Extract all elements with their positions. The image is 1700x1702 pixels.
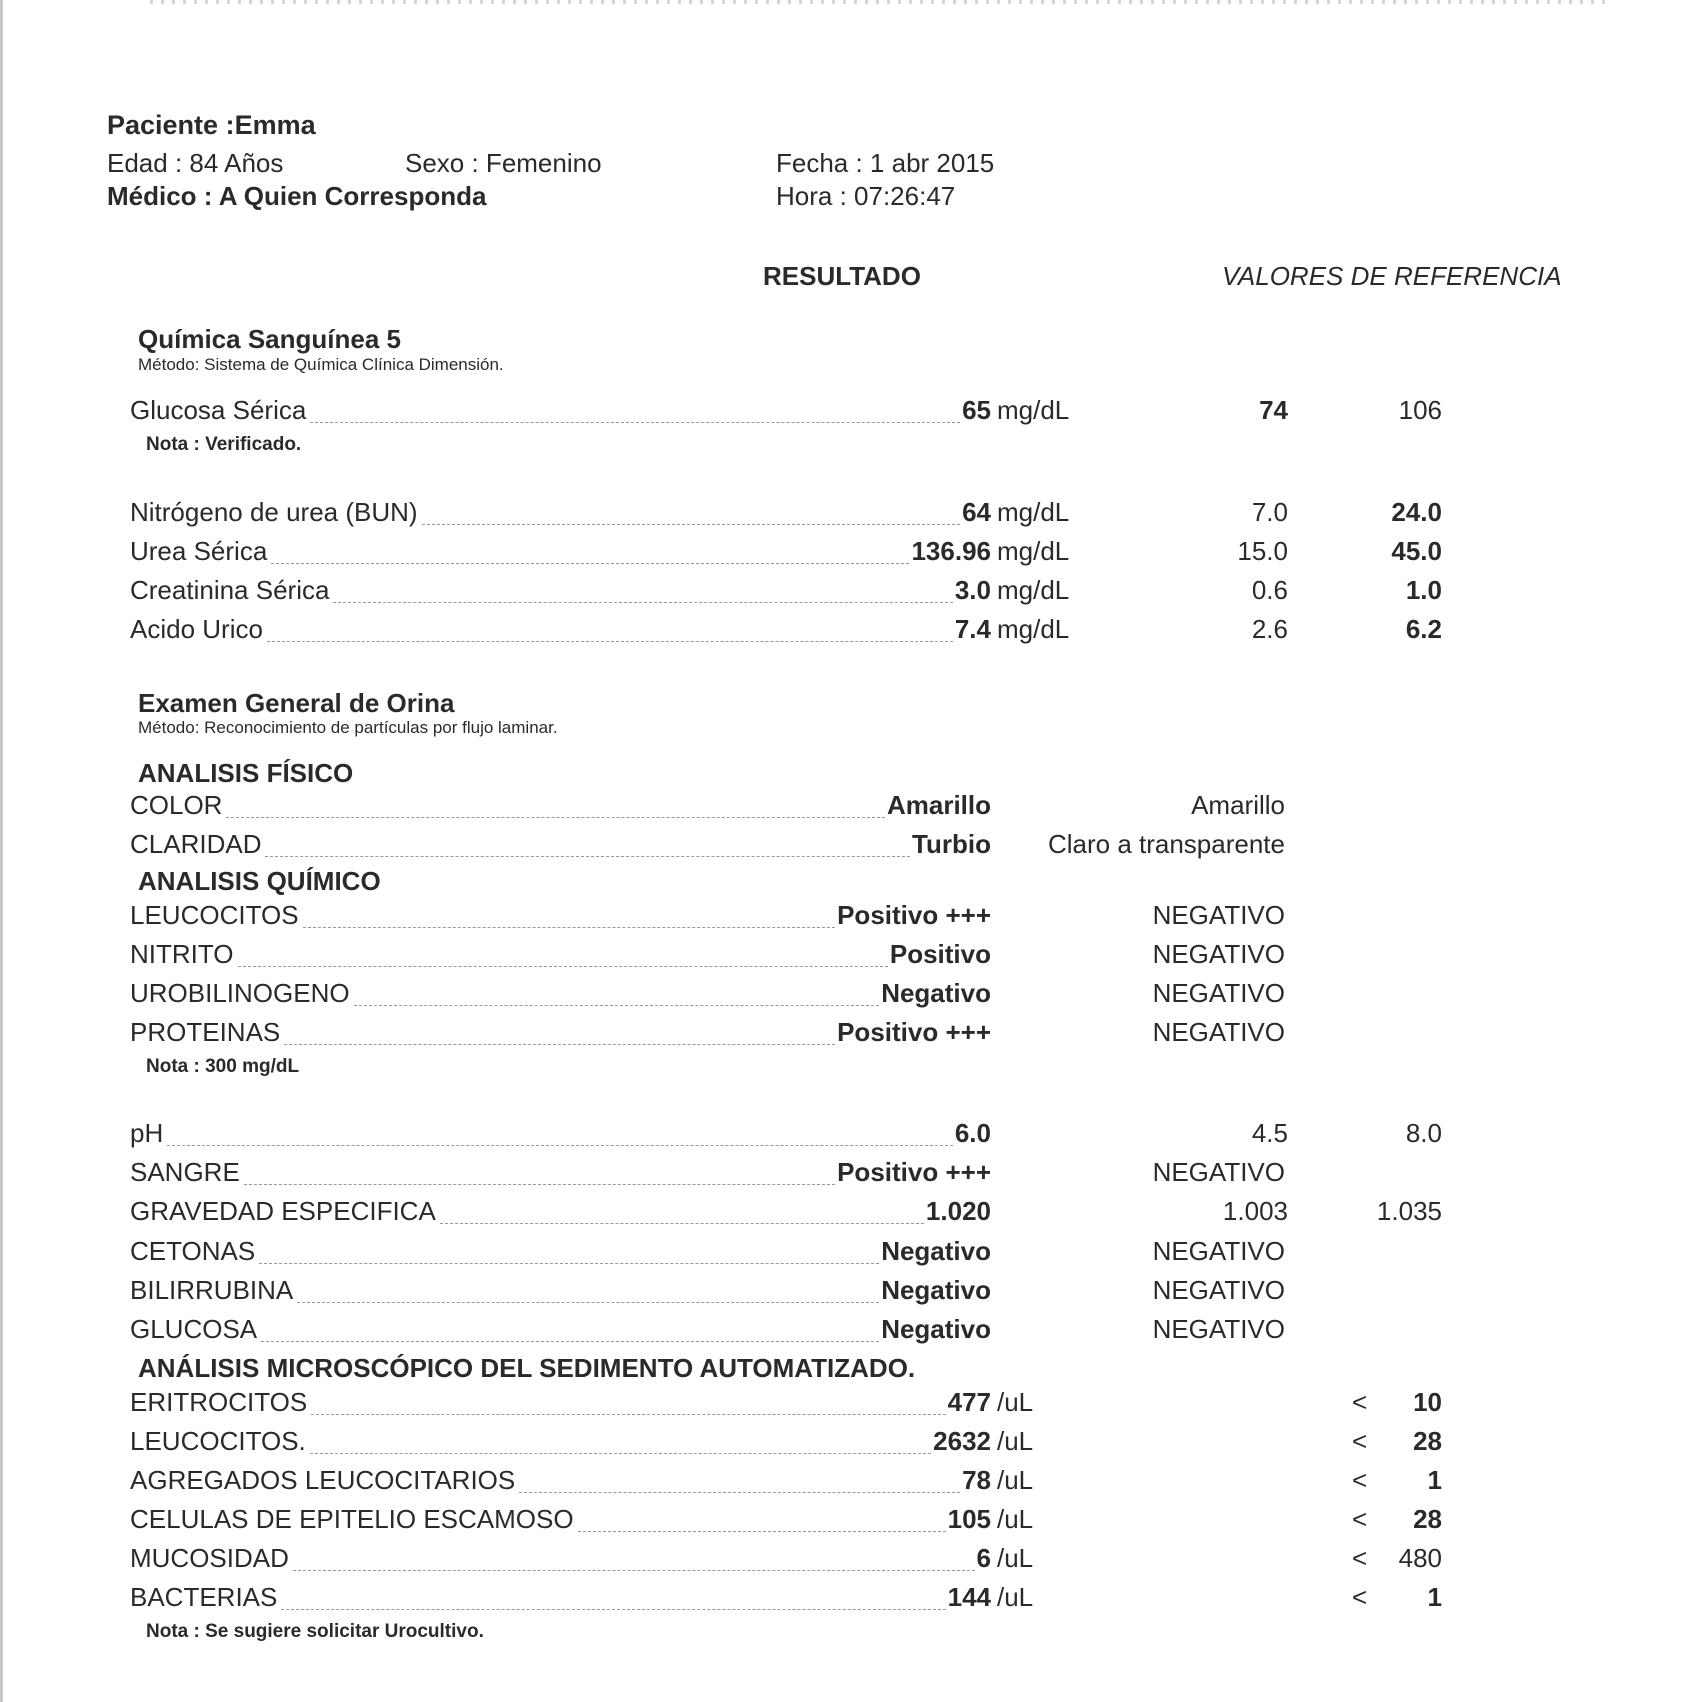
row-result-value: Negativo [881, 1275, 991, 1305]
note-protein: Nota : 300 mg/dL [146, 1056, 300, 1077]
row-label: SANGRE [130, 1157, 240, 1187]
row-label: ERITROCITOS [130, 1387, 308, 1417]
ref-high-value: 1 [1427, 1582, 1442, 1612]
row-result-value: 65 [962, 395, 991, 425]
row-result-value: 105 [947, 1504, 991, 1534]
row-leader [259, 1263, 879, 1264]
row-leader [244, 1184, 835, 1185]
ref-text-value: NEGATIVO [1152, 1275, 1285, 1305]
row-unit: /uL [997, 1465, 1034, 1495]
row-result-value: 3.0 [954, 575, 991, 605]
micro-title: ANÁLISIS MICROSCÓPICO DEL SEDIMENTO AUTOMATIZADO. [138, 1353, 916, 1383]
ref-low-value: 4.5 [1251, 1118, 1288, 1148]
ref-high-value: 8.0 [1405, 1118, 1442, 1148]
note-glucose: Nota : Verificado. [146, 434, 302, 455]
row-result-value: 6 [976, 1543, 991, 1573]
row-label: MUCOSIDAD [130, 1543, 289, 1573]
row-leader [293, 1570, 975, 1571]
row-result-value: 6.0 [954, 1118, 991, 1148]
row-result-value: Positivo +++ [837, 1157, 991, 1187]
row-unit: mg/dL [997, 614, 1070, 644]
row-label: AGREGADOS LEUCOCITARIOS [130, 1465, 516, 1495]
result-row [130, 393, 1540, 431]
ref-low-value: 74 [1259, 395, 1288, 425]
row-label: PROTEINAS [130, 1017, 281, 1047]
ref-high-value: 1.035 [1376, 1196, 1442, 1226]
row-result-value: Negativo [881, 1314, 991, 1344]
result-row [130, 1424, 1540, 1462]
row-result-value: 1.020 [925, 1196, 991, 1226]
result-row [130, 573, 1540, 611]
row-leader [303, 927, 836, 928]
ref-text-value: NEGATIVO [1152, 978, 1285, 1008]
result-row [130, 612, 1540, 650]
row-unit: /uL [997, 1543, 1034, 1573]
row-label: GLUCOSA [130, 1314, 258, 1344]
row-label: UROBILINOGENO [130, 978, 350, 1008]
ref-less-than: < [1352, 1426, 1368, 1456]
row-label: CLARIDAD [130, 829, 262, 859]
result-row [130, 827, 1540, 865]
row-result-value: 136.96 [911, 536, 991, 566]
row-label: LEUCOCITOS [130, 900, 299, 930]
row-result-value: Positivo [889, 939, 991, 969]
row-leader [310, 422, 960, 423]
row-leader [267, 641, 953, 642]
ref-text-value: Claro a transparente [1047, 829, 1285, 859]
result-row [130, 1580, 1540, 1618]
patient-line [107, 110, 316, 141]
ref-high-value: 10 [1413, 1387, 1442, 1417]
row-leader [519, 1492, 960, 1493]
result-row [130, 1194, 1540, 1232]
row-unit: mg/dL [997, 536, 1070, 566]
ref-high-value: 1.0 [1405, 575, 1442, 605]
result-row [130, 534, 1540, 572]
row-result-value: Turbio [912, 829, 991, 859]
result-row [130, 1312, 1540, 1350]
ref-high-value: 1 [1427, 1465, 1442, 1495]
ref-high-value: 24.0 [1391, 497, 1442, 527]
report-date: Fecha : 1 abr 2015 [776, 148, 995, 178]
row-label: Acido Urico [130, 614, 263, 644]
ref-text-value: NEGATIVO [1152, 939, 1285, 969]
row-leader [440, 1223, 924, 1224]
ref-low-value: 15.0 [1237, 536, 1288, 566]
ref-low-value: 2.6 [1251, 614, 1288, 644]
row-label: NITRITO [130, 939, 234, 969]
row-result-value: 64 [962, 497, 991, 527]
ref-less-than: < [1352, 1387, 1368, 1417]
row-unit: mg/dL [997, 497, 1070, 527]
ref-high-value: 6.2 [1405, 614, 1442, 644]
row-result-value: 2632 [933, 1426, 991, 1456]
row-label: CETONAS [130, 1236, 256, 1266]
patient-name: Emma [234, 110, 316, 140]
doctor: Médico : A Quien Corresponda [107, 181, 487, 211]
row-leader [265, 856, 910, 857]
ref-less-than: < [1352, 1504, 1368, 1534]
row-label: GRAVEDAD ESPECIFICA [130, 1196, 436, 1226]
row-result-value: 7.4 [954, 614, 991, 644]
ref-less-than: < [1352, 1582, 1368, 1612]
result-row [130, 495, 1540, 533]
row-result-value: Positivo +++ [837, 900, 991, 930]
ref-text-value: NEGATIVO [1152, 900, 1285, 930]
row-leader [578, 1531, 946, 1532]
ref-low-value: 7.0 [1251, 497, 1288, 527]
row-result-value: Negativo [881, 978, 991, 1008]
urine-method: Método: Reconocimiento de partículas por flujo laminar. [138, 718, 558, 737]
result-row [130, 1015, 1540, 1053]
row-label: Creatinina Sérica [130, 575, 330, 605]
row-leader [261, 1341, 879, 1342]
row-leader [167, 1145, 953, 1146]
ref-high-value: 106 [1398, 395, 1442, 425]
blood-chem-title: Química Sanguínea 5 [138, 324, 401, 354]
ref-text-value: NEGATIVO [1152, 1236, 1285, 1266]
row-result-value: Negativo [881, 1236, 991, 1266]
result-row [130, 788, 1540, 826]
row-result-value: Positivo +++ [837, 1017, 991, 1047]
row-leader [297, 1302, 879, 1303]
result-row [130, 976, 1540, 1014]
scan-edge-noise [150, 0, 1610, 4]
result-row [130, 1234, 1540, 1272]
ref-high-value: 28 [1413, 1426, 1442, 1456]
row-unit: mg/dL [997, 575, 1070, 605]
row-unit: mg/dL [997, 395, 1070, 425]
scan-left-edge [0, 0, 3, 1702]
patient-label: Paciente : [107, 110, 235, 140]
ref-high-value: 45.0 [1391, 536, 1442, 566]
physical-title: ANALISIS FÍSICO [138, 758, 354, 788]
result-row [130, 1463, 1540, 1501]
urine-title: Examen General de Orina [138, 688, 455, 718]
ref-less-than: < [1352, 1465, 1368, 1495]
ref-text-value: NEGATIVO [1152, 1157, 1285, 1187]
row-result-value: Amarillo [886, 790, 991, 820]
row-leader [226, 817, 885, 818]
row-result-value: 144 [947, 1582, 991, 1612]
row-leader [281, 1609, 945, 1610]
row-leader [284, 1044, 835, 1045]
row-label: Urea Sérica [130, 536, 268, 566]
chemical-title: ANALISIS QUÍMICO [138, 866, 381, 896]
row-result-value: 477 [947, 1387, 991, 1417]
row-label: Glucosa Sérica [130, 395, 307, 425]
patient-age: Edad : 84 Años [107, 148, 284, 178]
ref-low-value: 0.6 [1251, 575, 1288, 605]
row-leader [310, 1453, 931, 1454]
row-label: CELULAS DE EPITELIO ESCAMOSO [130, 1504, 574, 1534]
ref-high-value: 28 [1413, 1504, 1442, 1534]
result-row [130, 1541, 1540, 1579]
result-row [130, 1385, 1540, 1423]
ref-high-value: 480 [1398, 1543, 1442, 1573]
result-column-header: RESULTADO [763, 261, 921, 291]
blood-chem-method: Método: Sistema de Química Clínica Dimensión. [138, 355, 504, 374]
row-unit: /uL [997, 1426, 1034, 1456]
result-row [130, 1273, 1540, 1311]
row-leader [422, 524, 961, 525]
row-label: BACTERIAS [130, 1582, 278, 1612]
result-row [130, 1155, 1540, 1193]
reference-column-header: VALORES DE REFERENCIA [1222, 261, 1562, 291]
row-leader [311, 1414, 945, 1415]
row-leader [354, 1005, 880, 1006]
ref-text-value: NEGATIVO [1152, 1017, 1285, 1047]
ref-text-value: NEGATIVO [1152, 1314, 1285, 1344]
report-time: Hora : 07:26:47 [776, 181, 956, 211]
row-label: pH [130, 1118, 164, 1148]
result-row [130, 937, 1540, 975]
row-label: LEUCOCITOS. [130, 1426, 306, 1456]
row-result-value: 78 [962, 1465, 991, 1495]
patient-sex: Sexo : Femenino [405, 148, 602, 178]
row-leader [238, 966, 888, 967]
row-label: COLOR [130, 790, 223, 820]
ref-low-value: 1.003 [1222, 1196, 1288, 1226]
row-unit: /uL [997, 1582, 1034, 1612]
row-label: Nitrógeno de urea (BUN) [130, 497, 418, 527]
row-unit: /uL [997, 1504, 1034, 1534]
row-unit: /uL [997, 1387, 1034, 1417]
row-label: BILIRRUBINA [130, 1275, 294, 1305]
row-leader [333, 602, 952, 603]
ref-less-than: < [1352, 1543, 1368, 1573]
result-row [130, 1502, 1540, 1540]
result-row [130, 898, 1540, 936]
ref-text-value: Amarillo [1191, 790, 1285, 820]
row-leader [271, 563, 909, 564]
note-culture: Nota : Se sugiere solicitar Urocultivo. [146, 1621, 484, 1642]
result-row [130, 1116, 1540, 1154]
